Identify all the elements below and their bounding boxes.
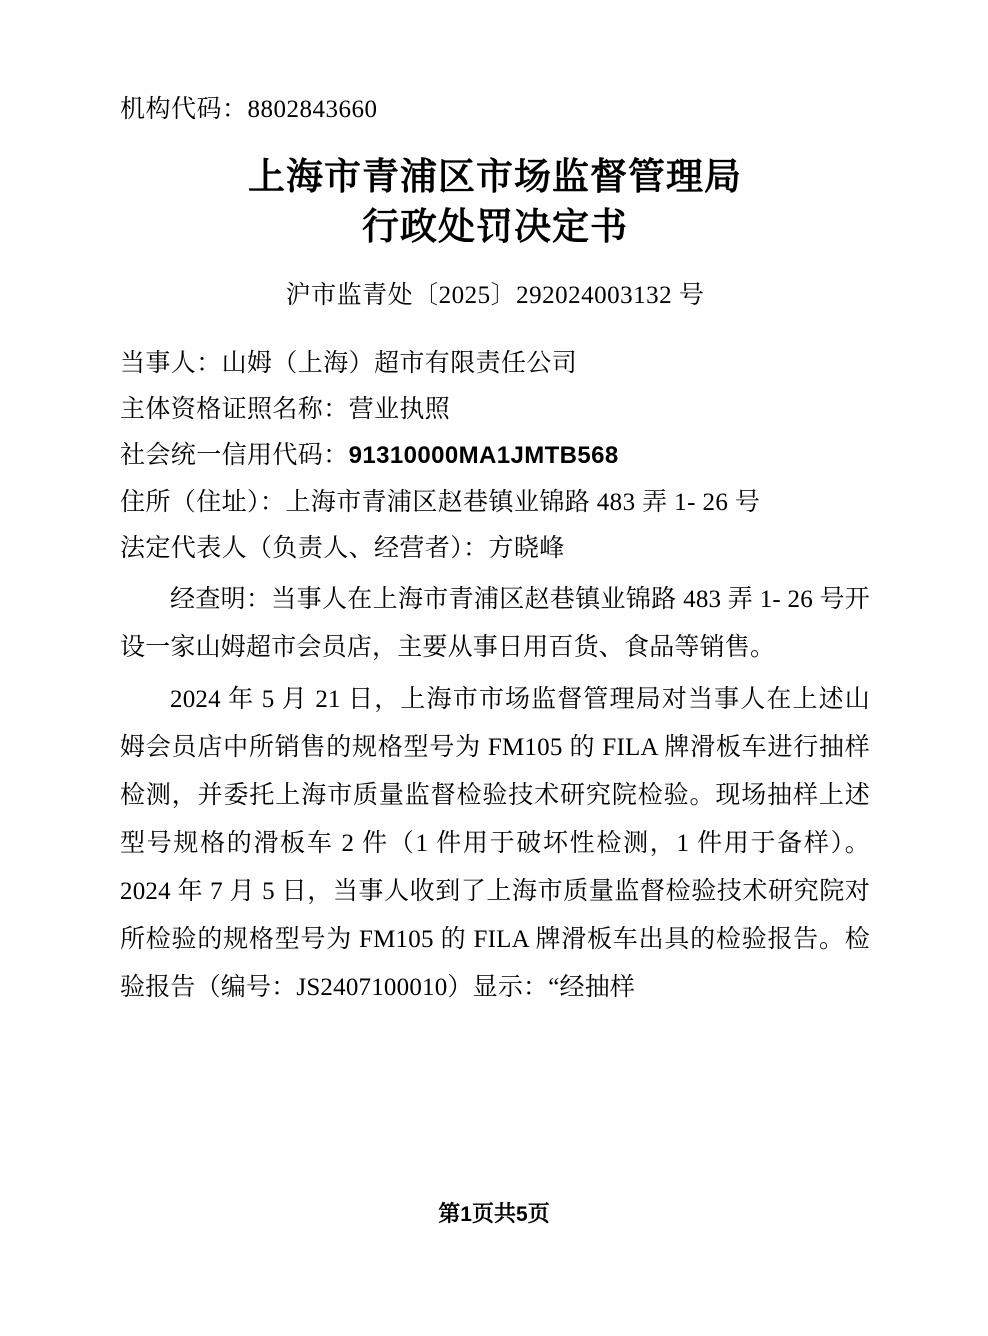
field-license-name: [120, 387, 870, 433]
footer-current-page: 1: [460, 1203, 472, 1226]
document-title: [120, 153, 870, 253]
field-license-name-label: 主体资格证照名称：: [120, 396, 349, 424]
page-footer: [0, 1197, 988, 1228]
field-address: [120, 480, 870, 526]
document-number: 沪市监青处〔2025〕292024003132 号: [285, 281, 705, 309]
field-credit-code-label: 社会统一信用代码：: [120, 442, 349, 470]
field-credit-code: [120, 433, 870, 479]
field-address-label: 住所（住址）：: [120, 488, 286, 516]
field-legal-rep: [120, 526, 870, 572]
field-legal-rep-value: 方晓峰: [488, 534, 565, 562]
field-party-label: 当事人：: [120, 349, 222, 377]
page-footer-text: [438, 1197, 549, 1228]
footer-total-pages: 5: [516, 1203, 528, 1226]
title-line-1: 上海市青浦区市场监督管理局: [248, 157, 742, 198]
org-code-label: 机构代码：: [120, 96, 248, 123]
field-legal-rep-label: 法定代表人（负责人、经营者）：: [120, 534, 489, 562]
field-address-value: 上海市青浦区赵巷镇业锦路 483 弄 1- 26 号: [285, 488, 761, 516]
footer-prefix: 第: [438, 1201, 461, 1226]
field-party: [120, 341, 870, 387]
title-line-2: 行政处罚决定书: [362, 206, 628, 248]
footer-suffix: 页: [527, 1201, 550, 1226]
field-credit-code-value: 91310000MA1JMTB568: [348, 442, 619, 470]
paragraph-sampling: 2024 年 5 月 21 日，上海市市场监督管理局对当事人在上述山姆会员店中所销售的规格型号为 FM105 的 FILA 牌滑板车进行抽样检测，并委托上海市质量监督检验技术研究院检验。现场抽样上述型号规格的滑板车 2 件（1 件用于破坏性检测，1 件用于备样）。2024 年 7 月 5 日，当事人收到了上海市质量监督检验技术研究院对所检验的规格型号为 FM105 的 FILA 牌滑板车出具的检验报告。检验报告（编号：JS2407100010）显示：“经抽样: [120, 686, 870, 1002]
field-license-name-value: 营业执照: [348, 396, 451, 424]
org-code-value: 8802843660: [247, 96, 378, 123]
footer-middle: 页共: [471, 1201, 516, 1226]
paragraph-findings: 经查明：当事人在上海市青浦区赵巷镇业锦路 483 弄 1- 26 号开设一家山姆超市会员店，主要从事日用百货、食品等销售。: [120, 586, 870, 662]
field-party-value: 山姆（上海）超市有限责任公司: [221, 349, 578, 377]
org-code-line: [120, 92, 870, 127]
